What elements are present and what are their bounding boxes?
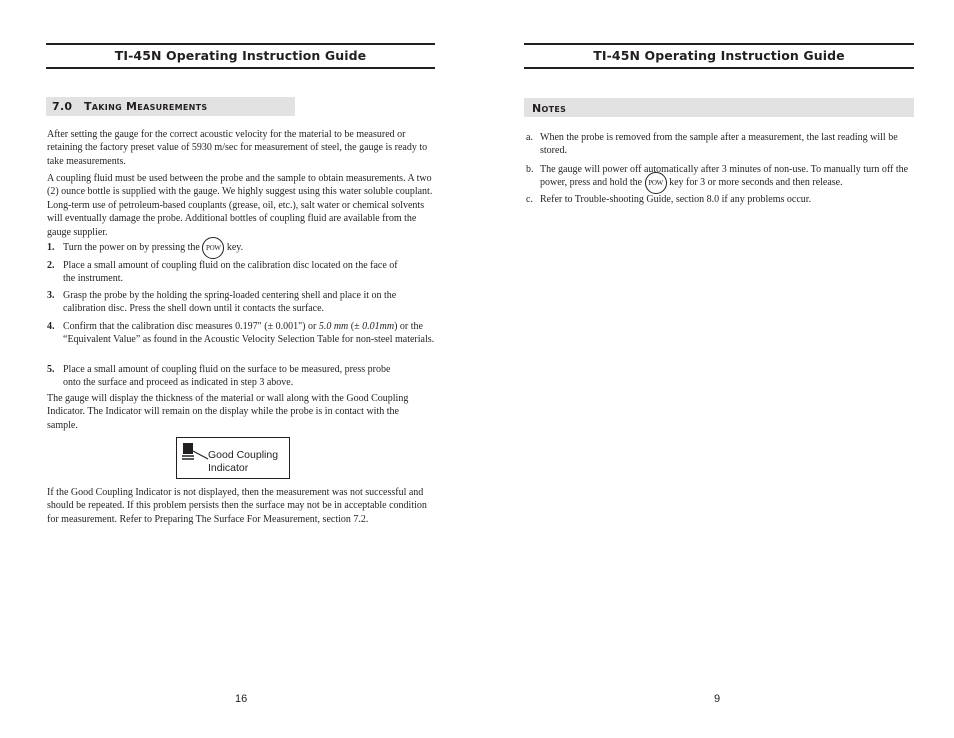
display-paragraph: The gauge will display the thickness of the material or wall along with the Good Coupling Indicator. The Indicator will remain on the display while the probe is in contact with the sample. [47,393,409,431]
section-title: Notes [532,102,567,115]
intro-paragraph: After setting the gauge for the correct acoustic velocity for the material to be measured or retaining the factory preset value of 5930 m/sec for measurement of steel, the gauge is ready to take measurements. [47,129,428,167]
note-text: Refer to Trouble-shooting Guide, section 8.0 if any problems occur. [540,194,812,205]
page-number: 16 [235,693,248,705]
note-letter: c. [526,194,533,205]
page-number: 9 [714,693,721,705]
note-text: When the probe is removed from the sample after a measurement, the last reading will be stored. [540,132,898,157]
note-letter: b. [526,164,534,175]
section-title: Taking Measurements [84,100,208,113]
note-text: The gauge will power off automatically after 3 minutes of non-use. To manually turn off the power, press and hold the POW key for 3 or more seconds and then release. [540,163,914,190]
page-header [46,43,435,69]
step-number: 3. [47,290,55,301]
failure-paragraph: If the Good Coupling Indicator is not displayed, then the measurement was not successful and should be repeated. If this problem persists then the surface may not be in acceptable condition for measurement. Refer to Preparing The Surface For Measurement, section 7.2. [47,487,427,525]
right-page [524,0,914,738]
step-number: 2. [47,260,55,271]
pow-key-icon: POW [202,237,224,259]
step-number: 4. [47,321,55,332]
section-number: 7.0 [52,100,73,113]
step-text: Turn the power on by pressing the POW key. [63,241,433,254]
step-text: Place a small amount of coupling fluid on the calibration disc located on the face of the instrument. [63,260,398,285]
step-number: 1. [47,242,55,253]
note-letter: a. [526,132,533,143]
good-coupling-indicator-figure [176,437,290,479]
section-heading-bar [524,98,914,117]
step-number: 5. [47,364,55,375]
couplant-paragraph: A coupling fluid must be used between the probe and the sample to obtain measurements. A two (2) ounce bottle is supplied with the gauge. We highly suggest using this water soluble couplant. Long-term use of petroleum-based couplants (grease, oil, etc.), salt water or chemical solvents will eventually damage the probe. Additional bottles of coupling fluid are available from the gauge supplier. [47,173,433,238]
header-title: TI-45N Operating Instruction Guide [593,48,845,63]
indicator-label: Good Coupling Indicator [208,449,279,474]
pow-key-icon: POW [645,172,667,194]
page-header [524,43,914,69]
left-page [46,0,435,738]
step-text: Confirm that the calibration disc measures 0.197" (± 0.001") or 5.0 mm (± 0.01mm) or the “Equivalent Value” as found in the Acoustic Velocity Selection Table for non-steel materials. [63,321,435,346]
step-text: Grasp the probe by the holding the spring-loaded centering shell and place it on the calibration disc. Press the shell down until it contacts the surface. [63,290,397,315]
step-text: Place a small amount of coupling fluid on the surface to be measured, press probe onto the surface and proceed as indicated in step 3 above. [63,364,391,389]
header-title: TI-45N Operating Instruction Guide [114,48,367,63]
section-heading-bar [46,97,295,116]
